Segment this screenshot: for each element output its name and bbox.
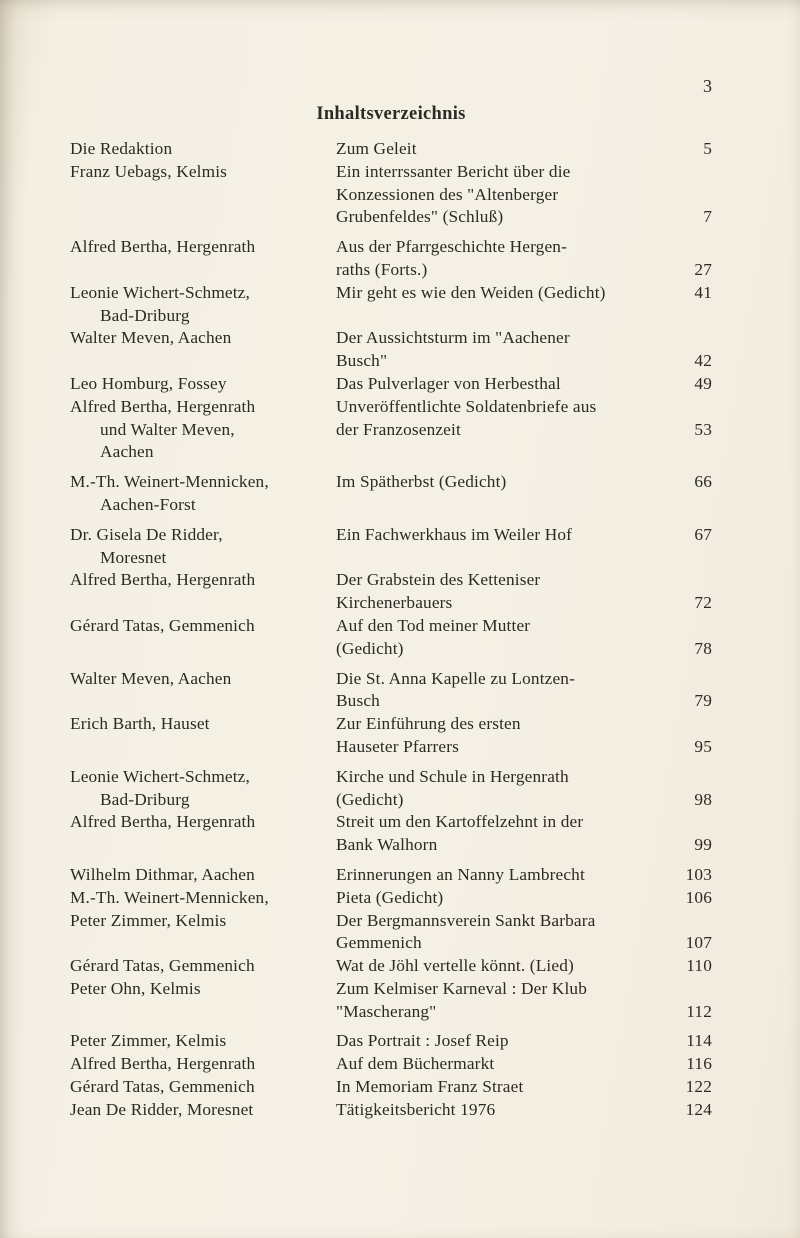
- toc-row: [70, 524, 712, 547]
- toc-author: Erich Barth, Hauset: [70, 714, 210, 734]
- toc-entry-page-number: 112: [686, 1001, 712, 1021]
- toc-author: Walter Meven, Aachen: [70, 328, 232, 348]
- toc-entry-title: Auf dem Büchermarkt: [336, 1054, 495, 1074]
- toc-entry-title: In Memoriam Franz Straet: [336, 1077, 524, 1097]
- toc-entry-title: Tätigkeitsbericht 1976: [336, 1099, 496, 1119]
- toc-entry-title: Kirchenerbauers: [336, 593, 453, 613]
- toc-entry-title: (Gedicht): [336, 789, 404, 809]
- toc-entry-page-number: 67: [694, 524, 712, 544]
- toc-entry-title: Wat de Jöhl vertelle könnt. (Lied): [336, 956, 574, 976]
- toc-entry-title: (Gedicht): [336, 638, 404, 658]
- toc-entry-title: Das Pulverlager von Herbesthal: [336, 373, 561, 393]
- toc-entry-page-number: 79: [694, 691, 712, 711]
- toc-row: [70, 350, 712, 373]
- toc-author: Gérard Tatas, Gemmenich: [70, 615, 255, 635]
- toc-entry-title: "Mascherang": [336, 1001, 437, 1021]
- toc-row: [70, 615, 712, 638]
- toc-author: Walter Meven, Aachen: [70, 668, 232, 688]
- toc-entry-title: Auf den Tod meiner Mutter: [336, 615, 531, 635]
- table-of-contents: [70, 138, 712, 1122]
- toc-row: [70, 864, 712, 887]
- toc-row: [70, 910, 712, 933]
- toc-row: [70, 282, 712, 305]
- toc-entry-title: Aus der Pfarrgeschichte Hergen-: [336, 237, 567, 257]
- toc-row: [70, 1053, 712, 1076]
- toc-author: Franz Uebags, Kelmis: [70, 161, 228, 181]
- toc-entry-title: Zum Kelmiser Karneval : Der Klub: [336, 978, 587, 998]
- toc-author: Wilhelm Dithmar, Aachen: [70, 864, 255, 884]
- toc-author: Alfred Bertha, Hergenrath: [70, 1054, 256, 1074]
- toc-entry-page-number: 66: [694, 472, 712, 492]
- toc-author: und Walter Meven,: [100, 419, 235, 439]
- toc-author: Leo Homburg, Fossey: [70, 373, 227, 393]
- toc-row: [70, 834, 712, 857]
- toc-row: [70, 978, 712, 1001]
- toc-entry-page-number: 98: [694, 789, 712, 809]
- toc-row: [70, 1030, 712, 1053]
- toc-entry-title: Gemmenich: [336, 933, 422, 953]
- toc-entry-page-number: 27: [694, 259, 712, 279]
- toc-author: Aachen-Forst: [100, 494, 196, 514]
- toc-entry-title: Kirche und Schule in Hergenrath: [336, 766, 569, 786]
- toc-author: Dr. Gisela De Ridder,: [70, 524, 223, 544]
- toc-author: Die Redaktion: [70, 139, 173, 158]
- toc-author: Alfred Bertha, Hergenrath: [70, 396, 256, 416]
- toc-row: [70, 259, 712, 282]
- toc-author: Alfred Bertha, Hergenrath: [70, 570, 256, 590]
- toc-row: [70, 736, 712, 759]
- toc-author: Peter Zimmer, Kelmis: [70, 910, 227, 930]
- page-number: 3: [703, 76, 712, 96]
- toc-row: [70, 713, 712, 736]
- toc-author: M.-Th. Weinert-Mennicken,: [70, 472, 269, 492]
- toc-entry-page-number: 5: [703, 139, 712, 158]
- toc-entry-title: der Franzosenzeit: [336, 419, 461, 439]
- toc-entry-page-number: 106: [685, 887, 712, 907]
- toc-row: [70, 668, 712, 691]
- toc-entry-page-number: 110: [686, 956, 712, 976]
- toc-row: [70, 373, 712, 396]
- toc-entry-page-number: 124: [685, 1099, 712, 1119]
- toc-entry-title: raths (Forts.): [336, 259, 428, 279]
- toc-entry-title: Busch": [336, 351, 388, 371]
- toc-author: Alfred Bertha, Hergenrath: [70, 812, 256, 832]
- toc-row: [70, 690, 712, 713]
- toc-entry-title: Erinnerungen an Nanny Lambrecht: [336, 864, 585, 884]
- toc-author: Bad-Driburg: [100, 789, 190, 809]
- toc-entry-title: Busch: [336, 691, 380, 711]
- toc-author: Aachen: [100, 442, 154, 462]
- toc-entry-page-number: 107: [685, 933, 712, 953]
- toc-author: Bad-Driburg: [100, 305, 190, 325]
- toc-row: [70, 1099, 712, 1122]
- toc-row: [70, 592, 712, 615]
- toc-author: Alfred Bertha, Hergenrath: [70, 237, 256, 257]
- toc-row: [70, 305, 712, 328]
- toc-row: [70, 441, 712, 464]
- toc-entry-title: Zum Geleit: [336, 139, 417, 158]
- toc-entry-title: Der Aussichtsturm im "Aachener: [336, 328, 570, 348]
- page-content: [70, 0, 712, 1122]
- toc-entry-title: Die St. Anna Kapelle zu Lontzen-: [336, 668, 575, 688]
- toc-row: [70, 1076, 712, 1099]
- toc-entry-page-number: 72: [694, 593, 712, 613]
- toc-entry-page-number: 49: [694, 373, 712, 393]
- toc-entry-title: Grubenfeldes" (Schluß): [336, 207, 504, 227]
- toc-row: [70, 955, 712, 978]
- toc-row: [70, 766, 712, 789]
- toc-author: Peter Ohn, Kelmis: [70, 978, 201, 998]
- toc-entry-page-number: 42: [694, 351, 712, 371]
- toc-row: [70, 184, 712, 207]
- page-title: Inhaltsverzeichnis: [316, 104, 466, 124]
- toc-row: [70, 887, 712, 910]
- toc-entry-title: Ein Fachwerkhaus im Weiler Hof: [336, 524, 573, 544]
- toc-entry-page-number: 114: [686, 1031, 712, 1051]
- toc-entry-page-number: 7: [703, 207, 712, 227]
- toc-entry-title: Das Portrait : Josef Reip: [336, 1031, 509, 1051]
- toc-entry-title: Ein interrssanter Bericht über die: [336, 161, 571, 181]
- toc-author: Gérard Tatas, Gemmenich: [70, 1077, 255, 1097]
- toc-entry-title: Der Grabstein des Ketteniser: [336, 570, 541, 590]
- toc-row: [70, 471, 712, 494]
- toc-row: [70, 547, 712, 570]
- toc-row: [70, 327, 712, 350]
- toc-entry-page-number: 103: [685, 864, 712, 884]
- toc-row: [70, 638, 712, 661]
- toc-row: [70, 419, 712, 442]
- toc-row: [70, 206, 712, 229]
- toc-row: [70, 494, 712, 517]
- toc-entry-page-number: 95: [694, 736, 712, 756]
- toc-author: Jean De Ridder, Moresnet: [70, 1099, 254, 1119]
- toc-entry-title: Der Bergmannsverein Sankt Barbara: [336, 910, 596, 930]
- toc-row: [70, 789, 712, 812]
- toc-entry-page-number: 78: [694, 638, 712, 658]
- toc-author: Leonie Wichert-Schmetz,: [70, 282, 250, 302]
- toc-row: [70, 236, 712, 259]
- toc-author: Peter Zimmer, Kelmis: [70, 1031, 227, 1051]
- toc-row: [70, 396, 712, 419]
- toc-entry-title: Mir geht es wie den Weiden (Gedicht): [336, 282, 606, 302]
- toc-entry-page-number: 53: [694, 419, 712, 439]
- toc-entry-title: Konzessionen des "Altenberger: [336, 184, 559, 204]
- toc-entry-page-number: 41: [694, 282, 712, 302]
- toc-author: Gérard Tatas, Gemmenich: [70, 956, 255, 976]
- toc-author: Moresnet: [100, 547, 167, 567]
- toc-entry-title: Hauseter Pfarrers: [336, 736, 459, 756]
- toc-entry-title: Zur Einführung des ersten: [336, 714, 521, 734]
- toc-entry-title: Unveröffentlichte Soldatenbriefe aus: [336, 396, 597, 416]
- toc-entry-title: Pieta (Gedicht): [336, 887, 444, 907]
- toc-author: M.-Th. Weinert-Mennicken,: [70, 887, 269, 907]
- toc-entry-title: Bank Walhorn: [336, 835, 438, 855]
- toc-row: [70, 569, 712, 592]
- toc-entry-page-number: 122: [685, 1077, 712, 1097]
- toc-author: Leonie Wichert-Schmetz,: [70, 766, 250, 786]
- toc-row: [70, 811, 712, 834]
- toc-entry-page-number: 99: [694, 835, 712, 855]
- toc-row: [70, 1001, 712, 1024]
- toc-row: [70, 161, 712, 184]
- toc-row: [70, 138, 712, 161]
- toc-entry-page-number: 116: [686, 1054, 712, 1074]
- toc-row: [70, 932, 712, 955]
- toc-entry-title: Streit um den Kartoffelzehnt in der: [336, 812, 584, 832]
- toc-entry-title: Im Spätherbst (Gedicht): [336, 472, 507, 492]
